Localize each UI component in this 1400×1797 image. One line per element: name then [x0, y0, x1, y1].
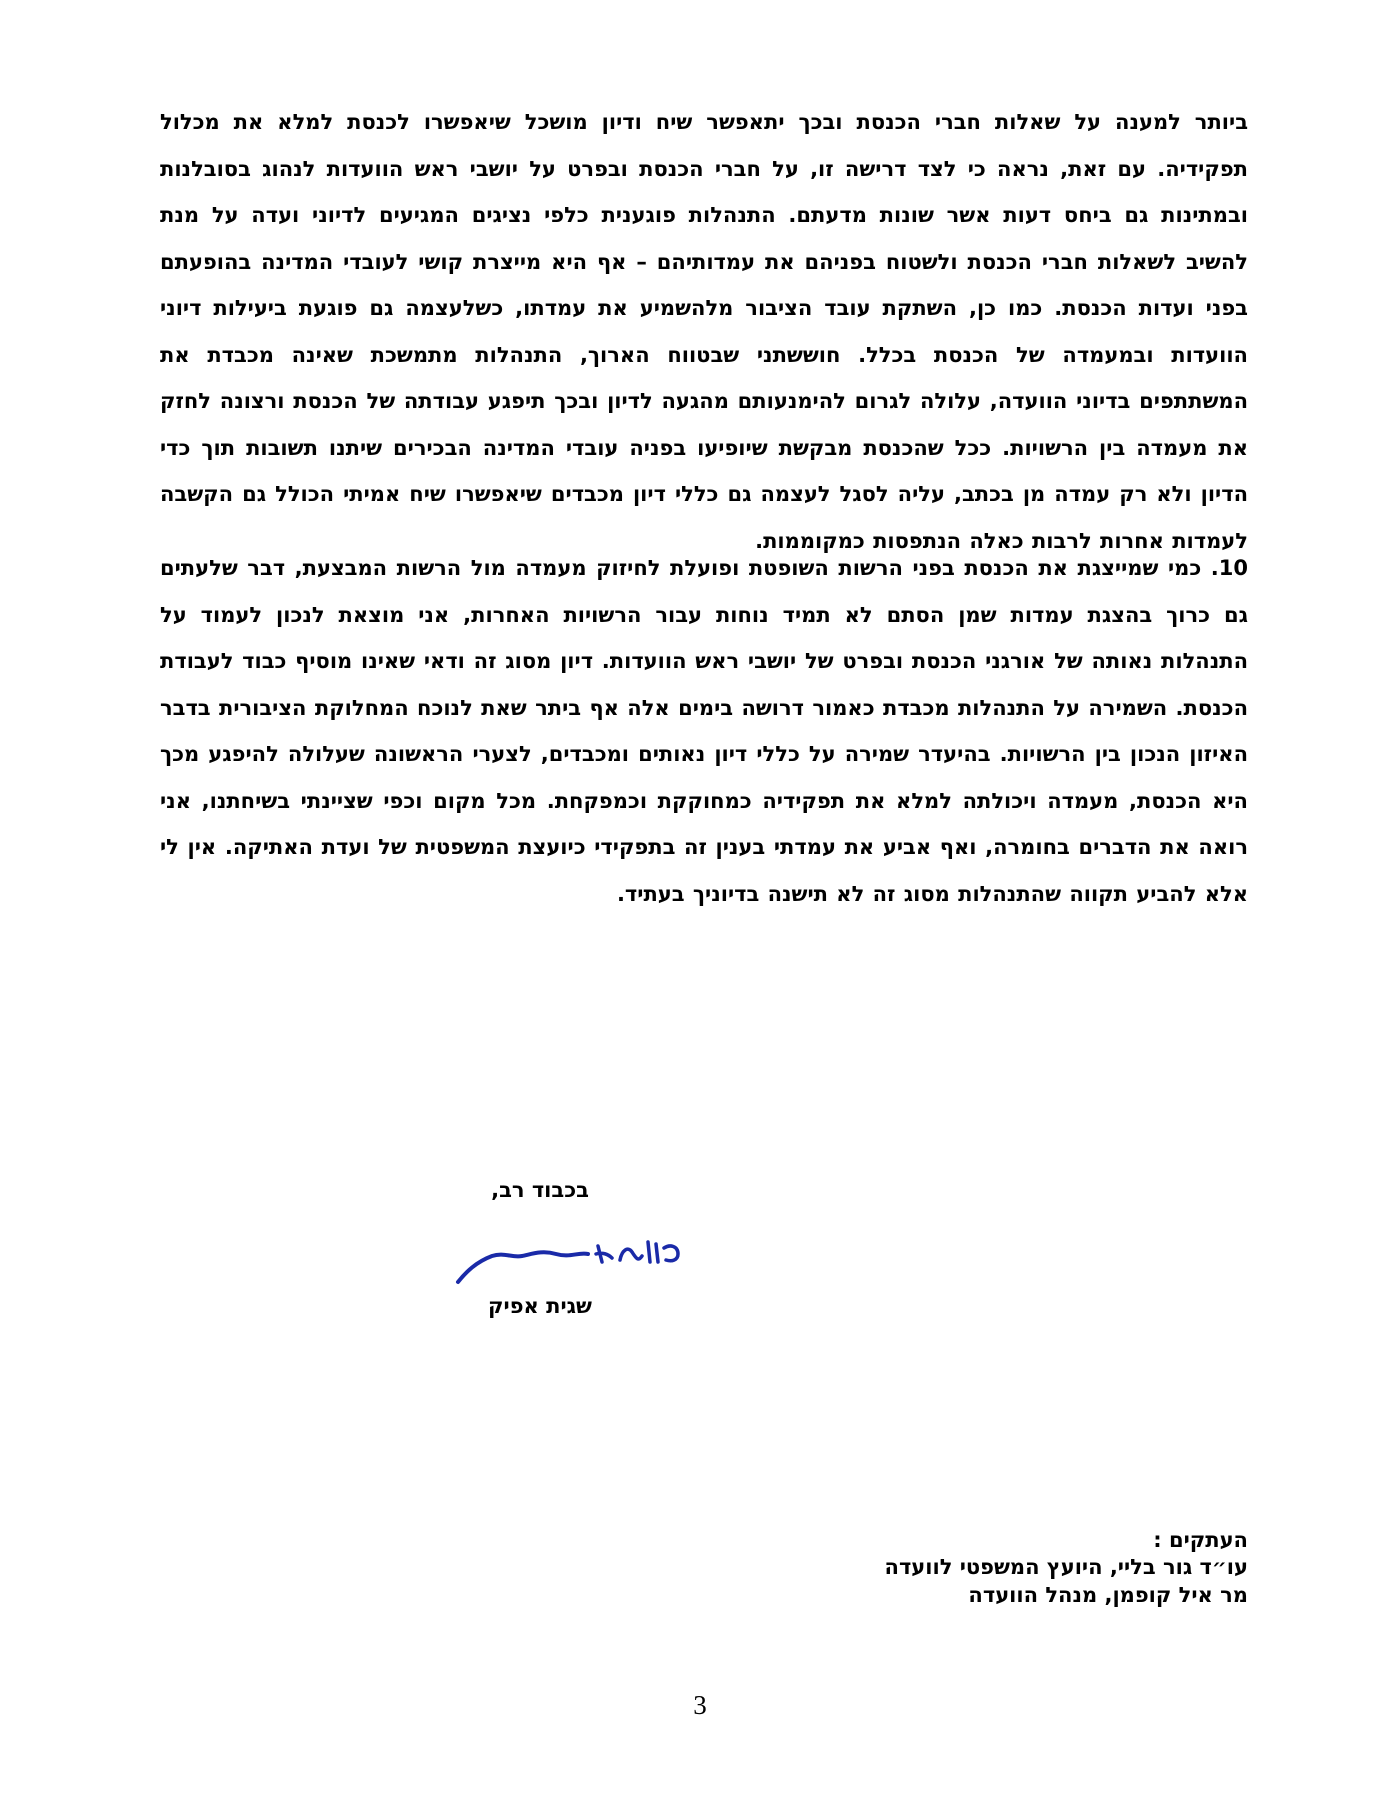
copies-title: העתקים : [1153, 1528, 1248, 1552]
handwritten-signature [452, 1232, 692, 1292]
signer-name: שגית אפיק [488, 1294, 592, 1318]
paragraph-continuation: ביותר למענה על שאלות חברי הכנסת ובכך יתאפשר שיח ודיון מושכל שיאפשרו לכנסת למלא את מכלול תפקידיה. עם זאת, נראה כי לצד דרישה זו, על חברי הכנסת ובפרט על יושבי ראש הוועדות לנהוג בסובלנות ובמתינות גם ביחס דעות אשר שונות מדעתם. התנהלות פוגענית כלפי נציגים המגיעים לדיוני ועדה על מנת להשיב לשאלות חברי הכנסת ולשטוח בפניהם את עמדותיהם – אף היא מייצרת קושי לעובדי המדינה בהופעתם בפני ועדות הכנסת. כמו כן, השתקת עובד הציבור מלהשמיע את עמדתו, כשלעצמה גם פוגעת ביעילות דיוני הוועדות ובמעמדה של הכנסת בכלל. חוששתני שבטווח הארוך, התנהלות מתמשכת שאינה מכבדת את המשתתפים בדיוני הוועדה, עלולה לגרום להימנעותם מהגעה לדיון ובכך תיפגע עבודתה של הכנסת ורצונה לחזק את מעמדה בין הרשויות. ככל שהכנסת מבקשת שיופיעו בפניה עובדי המדינה הבכירים שיתנו תשובות תוך כדי הדיון ולא רק עמדה מן בכתב, עליה לסגל לעצמה גם כללי דיון מכבדים שיאפשרו שיח אמיתי הכולל גם הקשבה לעמדות אחרות לרבות כאלה הנתפסות כמקוממות. [160, 110, 1248, 553]
page-number: 3 [693, 1690, 707, 1720]
closing-salutation: בכבוד רב, [491, 1178, 589, 1202]
copies-recipient: עו״ד גור בליי, היועץ המשפטי לוועדה [884, 1555, 1248, 1579]
paragraph-10: 10. כמי שמייצגת את הכנסת בפני הרשות השופטת ופועלת לחיזוק מעמדה מול הרשות המבצעת, דבר שלעתים גם כרוך בהצגת עמדות שמן הסתם לא תמיד נוחות עבור הרשויות האחרות, אני מוצאת לנכון לעמוד על התנהלות נאותה של אורגני הכנסת ובפרט של יושבי ראש הוועדות. דיון מסוג זה ודאי שאינו מוסיף כבוד לעבודת הכנסת. השמירה על התנהלות מכבדת כאמור דרושה בימים אלה אף ביתר שאת לנוכח המחלוקת הציבורית בדבר האיזון הנכון בין הרשויות. בהיעדר שמירה על כללי דיון נאותים ומכבדים, לצערי הראשונה שעלולה להיפגע מכך היא הכנסת, מעמדה ויכולתה למלא את תפקידיה כמחוקקת וכמפקחת. מכל מקום וכפי שציינתי בשיחתנו, אני רואה את הדברים בחומרה, ואף אביע את עמדתי בענין זה בתפקידי כיועצת המשפטית של ועדת האתיקה. אין לי אלא להביע תקווה שהתנהלות מסוג זה לא תישנה בדיוניך בעתיד. [160, 556, 1248, 906]
copies-recipient: מר איל קופמן, מנהל הוועדה [968, 1583, 1248, 1607]
